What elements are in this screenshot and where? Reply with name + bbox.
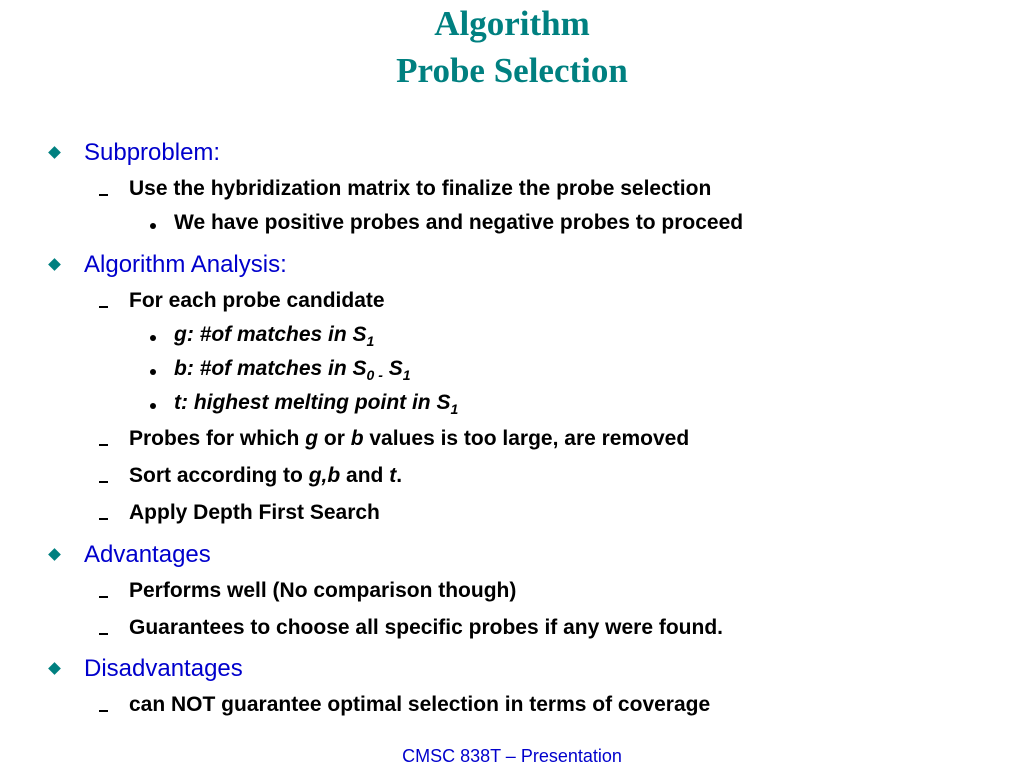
diamond-bullet-icon bbox=[48, 662, 61, 675]
g-definition-text: g: #of matches in S bbox=[174, 323, 367, 346]
b-definition-subscript-0: 0 - bbox=[366, 367, 383, 383]
analysis-item-2-or: or bbox=[318, 427, 351, 450]
analysis-b-definition bbox=[174, 357, 411, 381]
dot-bullet-icon bbox=[150, 335, 156, 341]
dash-bullet-icon bbox=[99, 444, 108, 446]
dash-bullet-icon bbox=[99, 710, 108, 712]
analysis-item-3-gb: g,b bbox=[308, 464, 341, 487]
slide-title-line1: Algorithm bbox=[434, 4, 590, 43]
analysis-item-2-rest: values is too large, are removed bbox=[363, 427, 690, 450]
analysis-item-3-period: . bbox=[396, 464, 403, 487]
analysis-t-definition bbox=[174, 391, 458, 415]
heading-algorithm-analysis: Algorithm Analysis: bbox=[84, 251, 287, 278]
advantages-item-1: Performs well (No comparison though) bbox=[129, 579, 517, 602]
diamond-bullet-icon bbox=[48, 548, 61, 561]
heading-disadvantages: Disadvantages bbox=[84, 655, 243, 682]
analysis-item-3 bbox=[129, 464, 402, 488]
analysis-g-definition bbox=[174, 323, 374, 347]
b-definition-subscript-1: 1 bbox=[402, 367, 411, 383]
analysis-item-1: For each probe candidate bbox=[129, 289, 385, 312]
g-definition-subscript: 1 bbox=[366, 333, 375, 349]
dot-bullet-icon bbox=[150, 403, 156, 409]
heading-subproblem: Subproblem: bbox=[84, 139, 221, 166]
analysis-item-2-g: g bbox=[305, 427, 319, 450]
slide-footer: CMSC 838T – Presentation bbox=[402, 746, 622, 766]
subproblem-item-1-sub-1: We have positive probes and negative probes to proceed bbox=[174, 211, 744, 234]
analysis-item-4: Apply Depth First Search bbox=[129, 501, 380, 524]
diamond-bullet-icon bbox=[48, 146, 61, 159]
analysis-item-3-and: and bbox=[340, 464, 390, 487]
dash-bullet-icon bbox=[99, 518, 108, 520]
analysis-item-2-b: b bbox=[350, 427, 364, 450]
dash-bullet-icon bbox=[99, 596, 108, 598]
dash-bullet-icon bbox=[99, 481, 108, 483]
t-definition-subscript: 1 bbox=[450, 401, 459, 417]
diamond-bullet-icon bbox=[48, 258, 61, 271]
analysis-item-2-text: Probes for which bbox=[129, 427, 306, 450]
t-definition-text: t: highest melting point in S bbox=[174, 391, 451, 414]
b-definition-text: b: #of matches in S bbox=[174, 357, 367, 380]
analysis-item-3-text: Sort according to bbox=[129, 464, 309, 487]
b-definition-s: S bbox=[382, 357, 403, 380]
dash-bullet-icon bbox=[99, 194, 108, 196]
dot-bullet-icon bbox=[150, 369, 156, 375]
disadvantages-item-1: can NOT guarantee optimal selection in terms of coverage bbox=[129, 693, 711, 716]
dash-bullet-icon bbox=[99, 633, 108, 635]
dash-bullet-icon bbox=[99, 306, 108, 308]
slide-title-line2: Probe Selection bbox=[396, 51, 628, 90]
analysis-item-2 bbox=[129, 427, 689, 451]
subproblem-item-1: Use the hybridization matrix to finalize the probe selection bbox=[129, 177, 712, 200]
heading-advantages: Advantages bbox=[84, 541, 211, 568]
advantages-item-2: Guarantees to choose all specific probes if any were found. bbox=[129, 616, 723, 639]
dot-bullet-icon bbox=[150, 223, 156, 229]
analysis-item-3-t: t bbox=[389, 464, 397, 487]
